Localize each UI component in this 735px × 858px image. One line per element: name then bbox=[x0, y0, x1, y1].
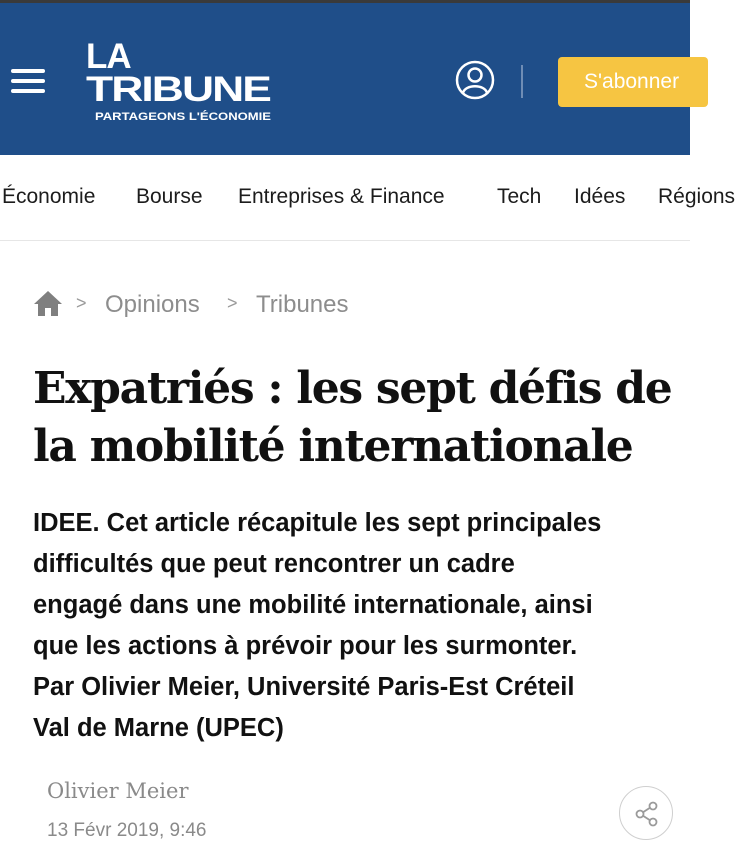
lead-line: Par Olivier Meier, Université Paris-Est Créteil bbox=[33, 673, 575, 701]
breadcrumb-item-tribunes[interactable]: Tribunes bbox=[256, 291, 349, 318]
home-icon[interactable] bbox=[33, 288, 63, 318]
site-header bbox=[0, 3, 690, 155]
lead-line: Val de Marne (UPEC) bbox=[33, 714, 284, 742]
article-lead bbox=[33, 503, 693, 749]
lead-line: difficultés que peut rencontrer un cadre bbox=[33, 550, 515, 578]
logo-tagline: PARTAGEONS L'ÉCONOMIE bbox=[95, 111, 244, 123]
nav-item-bourse[interactable]: Bourse bbox=[136, 185, 203, 208]
nav-item-economie[interactable]: Économie bbox=[2, 185, 96, 208]
breadcrumb-separator: > bbox=[76, 293, 87, 313]
lead-line: IDEE. Cet article récapitule les sept principales bbox=[33, 509, 602, 537]
nav-item-idees[interactable]: Idées bbox=[574, 185, 626, 208]
article-author[interactable]: Olivier Meier bbox=[47, 779, 189, 803]
section-nav bbox=[0, 155, 735, 241]
breadcrumb-item-opinions[interactable]: Opinions bbox=[105, 291, 200, 318]
logo-line-2: TRIBUNE bbox=[86, 70, 271, 109]
lead-line: que les actions à prévoir pour les surmonter. bbox=[33, 632, 578, 660]
article-title: Expatriés : les sept défis de la mobilité internationale bbox=[33, 363, 672, 472]
nav-item-tech[interactable]: Tech bbox=[497, 185, 542, 208]
logo-line-1: LA bbox=[86, 37, 131, 76]
site-logo[interactable] bbox=[86, 39, 276, 125]
subscribe-button[interactable]: S'abonner bbox=[558, 57, 708, 107]
user-account-icon[interactable] bbox=[455, 60, 495, 100]
header-divider bbox=[521, 65, 523, 98]
lead-line: engagé dans une mobilité internationale, ainsi bbox=[33, 591, 593, 619]
breadcrumb-separator: > bbox=[227, 293, 238, 313]
nav-item-regions[interactable]: Régions bbox=[658, 185, 735, 208]
article-date: 13 Févr 2019, 9:46 bbox=[47, 820, 207, 841]
nav-item-entreprises-finance[interactable]: Entreprises & Finance bbox=[238, 185, 445, 208]
hamburger-menu-icon[interactable] bbox=[11, 67, 47, 95]
share-icon[interactable] bbox=[619, 786, 673, 840]
